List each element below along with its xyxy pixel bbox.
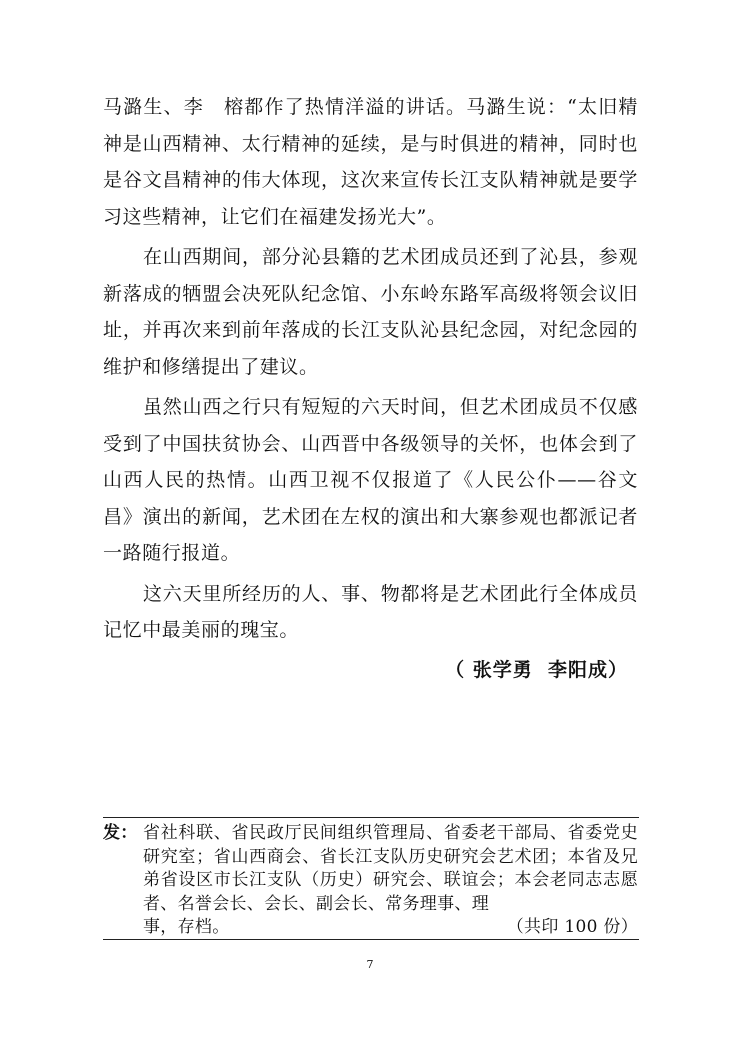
paragraph-3: 虽然山西之行只有短短的六天时间，但艺术团成员不仅感受到了中国扶贫协会、山西晋中各级领导的关怀，也体会到了山西人民的热情。山西卫视不仅报道了《人民公仆——谷文昌》演出的新闻，艺术团在左权的演出和大寨参观也都派记者一路随行报道。 <box>103 396 638 564</box>
print-copies: （共印 100 份） <box>506 917 638 937</box>
distribution-list <box>143 822 638 940</box>
distribution-block <box>103 822 638 940</box>
distribution-last-line <box>143 916 638 940</box>
page-number: 7 <box>366 958 374 971</box>
distribution-top-rule <box>103 817 639 818</box>
article-body <box>103 89 638 653</box>
author-signature: （ 张学勇 李阳成） <box>445 659 628 681</box>
paragraph-4: 这六天里所经历的人、事、物都将是艺术团此行全体成员记忆中最美丽的瑰宝。 <box>103 582 638 641</box>
distribution-recipients: 省社科联、省民政厅民间组织管理局、省委老干部局、省委党史研究室；省山西商会、省长江支队历史研究会艺术团；本省及兄弟省设区市长江支队（历史）研究会、联谊会；本会老同志志愿者、名誉会长、会长、副会长、常务理事、理 <box>143 823 638 914</box>
distribution-archive: 事，存档。 <box>143 917 230 937</box>
distribution-bottom-rule <box>103 939 639 940</box>
paragraph-1: 马潞生、李 榕都作了热情洋溢的讲话。马潞生说：“太旧精神是山西精神、太行精神的延续，是与时俱进的精神，同时也是谷文昌精神的伟大体现，这次来宣传长江支队精神就是要学习这些精神，让它们在福建发扬光大”。 <box>103 96 638 228</box>
distribution-label: 发： <box>103 823 138 843</box>
paragraph-2: 在山西期间，部分沁县籍的艺术团成员还到了沁县，参观新落成的牺盟会决死队纪念馆、小东岭东路军高级将领会议旧址，并再次来到前年落成的长江支队沁县纪念园，对纪念园的维护和修缮提出了建议。 <box>103 246 638 378</box>
